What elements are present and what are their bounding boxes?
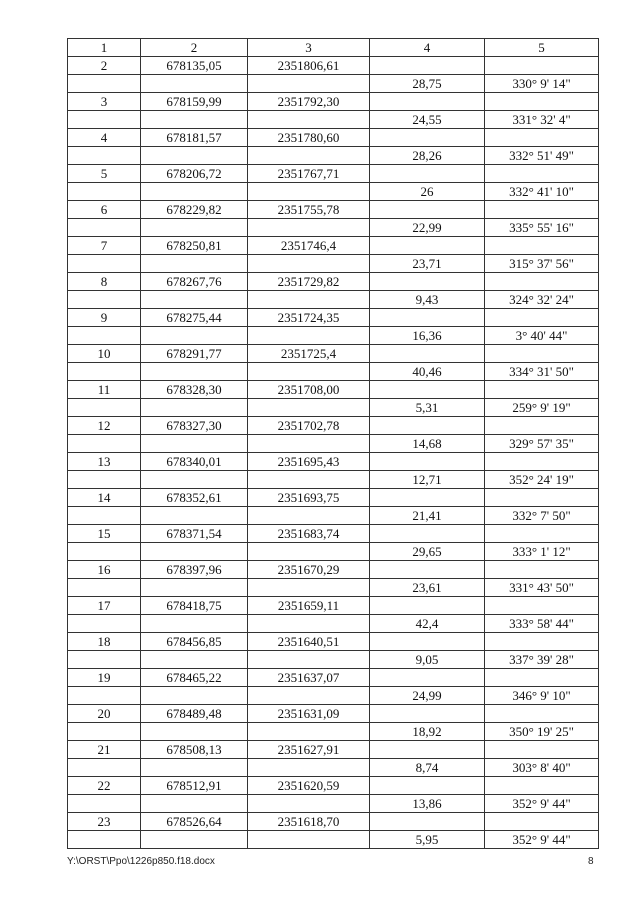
table-cell: 21 <box>68 741 141 759</box>
table-cell <box>141 651 248 669</box>
table-cell <box>485 417 599 435</box>
table-cell: 332° 41' 10" <box>485 183 599 201</box>
table-cell <box>370 741 485 759</box>
table-row <box>68 471 599 489</box>
table-cell <box>68 831 141 849</box>
table-cell: 678327,30 <box>141 417 248 435</box>
table-cell <box>370 381 485 399</box>
table-cell: 12,71 <box>370 471 485 489</box>
table-row <box>68 57 599 75</box>
table-row <box>68 579 599 597</box>
header-cell: 4 <box>370 39 485 57</box>
table-row <box>68 669 599 687</box>
table-cell <box>370 633 485 651</box>
table-cell: 678340,01 <box>141 453 248 471</box>
table-row <box>68 273 599 291</box>
table-cell <box>141 507 248 525</box>
table-cell: 334° 31' 50" <box>485 363 599 381</box>
table-row <box>68 183 599 201</box>
table-cell <box>485 669 599 687</box>
table-cell: 16,36 <box>370 327 485 345</box>
table-cell <box>68 651 141 669</box>
table-cell <box>248 399 370 417</box>
table-cell <box>485 345 599 363</box>
table-cell <box>68 291 141 309</box>
table-cell <box>485 777 599 795</box>
table-cell <box>485 453 599 471</box>
table-cell <box>141 183 248 201</box>
table-cell <box>68 759 141 777</box>
table-cell <box>248 111 370 129</box>
table-cell <box>248 471 370 489</box>
table-cell: 2351767,71 <box>248 165 370 183</box>
table-row <box>68 399 599 417</box>
table-cell <box>485 381 599 399</box>
table-cell: 2351725,4 <box>248 345 370 363</box>
table-cell: 678489,48 <box>141 705 248 723</box>
table-cell: 7 <box>68 237 141 255</box>
table-cell: 19 <box>68 669 141 687</box>
table-cell <box>485 165 599 183</box>
table-row <box>68 561 599 579</box>
table-cell: 2351620,59 <box>248 777 370 795</box>
table-cell: 352° 9' 44" <box>485 795 599 813</box>
table-cell <box>485 741 599 759</box>
header-cell: 1 <box>68 39 141 57</box>
footer-file-path: Y:\ORST\Ppo\1226p850.f18.docx <box>67 856 215 867</box>
table-row <box>68 201 599 219</box>
table-cell <box>68 399 141 417</box>
table-cell <box>68 543 141 561</box>
table-cell: 332° 7' 50" <box>485 507 599 525</box>
table-cell: 2351693,75 <box>248 489 370 507</box>
table-row <box>68 363 599 381</box>
table-cell <box>485 309 599 327</box>
table-cell: 2351724,35 <box>248 309 370 327</box>
footer-page-number: 8 <box>588 856 594 867</box>
table-cell: 2351729,82 <box>248 273 370 291</box>
table-cell: 2351695,43 <box>248 453 370 471</box>
table-cell <box>248 831 370 849</box>
table-cell <box>68 615 141 633</box>
table-cell <box>68 507 141 525</box>
table-row <box>68 219 599 237</box>
table-cell <box>370 813 485 831</box>
table-row <box>68 453 599 471</box>
table-cell: 678397,96 <box>141 561 248 579</box>
table-cell: 329° 57' 35" <box>485 435 599 453</box>
table-cell: 29,65 <box>370 543 485 561</box>
table-row <box>68 777 599 795</box>
table-row <box>68 93 599 111</box>
table-cell: 28,75 <box>370 75 485 93</box>
table-cell <box>485 129 599 147</box>
table-cell: 26 <box>370 183 485 201</box>
table-cell <box>370 669 485 687</box>
table-row <box>68 813 599 831</box>
table-cell: 23 <box>68 813 141 831</box>
table-cell: 5,95 <box>370 831 485 849</box>
table-cell <box>68 219 141 237</box>
table-cell: 346° 9' 10" <box>485 687 599 705</box>
table-row <box>68 345 599 363</box>
table-cell <box>248 435 370 453</box>
table-cell <box>370 417 485 435</box>
table-cell: 20 <box>68 705 141 723</box>
table-cell <box>68 363 141 381</box>
table-cell: 2351627,91 <box>248 741 370 759</box>
table-cell <box>248 579 370 597</box>
table-cell <box>248 183 370 201</box>
table-row <box>68 75 599 93</box>
table-row <box>68 237 599 255</box>
table-cell: 678508,13 <box>141 741 248 759</box>
table-cell <box>68 327 141 345</box>
header-row <box>68 39 599 57</box>
table-cell: 2351631,09 <box>248 705 370 723</box>
table-cell <box>370 489 485 507</box>
table-cell: 9,05 <box>370 651 485 669</box>
table-cell <box>370 165 485 183</box>
table-cell <box>248 723 370 741</box>
table-cell: 8 <box>68 273 141 291</box>
table-body <box>68 57 599 849</box>
table-cell <box>485 633 599 651</box>
table-cell: 5,31 <box>370 399 485 417</box>
table-cell <box>485 273 599 291</box>
table-cell: 15 <box>68 525 141 543</box>
table-cell <box>248 219 370 237</box>
table-cell <box>141 399 248 417</box>
table-cell <box>141 723 248 741</box>
table-cell: 10 <box>68 345 141 363</box>
table-cell: 678526,64 <box>141 813 248 831</box>
table-cell <box>141 759 248 777</box>
table-cell <box>248 759 370 777</box>
table-cell: 2351618,70 <box>248 813 370 831</box>
table-cell <box>485 57 599 75</box>
table-row <box>68 291 599 309</box>
table-cell: 4 <box>68 129 141 147</box>
table-cell <box>68 255 141 273</box>
table-row <box>68 543 599 561</box>
table-cell: 678250,81 <box>141 237 248 255</box>
table-cell: 2351670,29 <box>248 561 370 579</box>
table-cell: 3 <box>68 93 141 111</box>
table-cell: 13 <box>68 453 141 471</box>
table-cell <box>370 453 485 471</box>
table-cell <box>485 525 599 543</box>
table-cell: 337° 39' 28" <box>485 651 599 669</box>
table-cell <box>485 489 599 507</box>
table-cell: 12 <box>68 417 141 435</box>
table-cell <box>370 777 485 795</box>
table-cell <box>485 237 599 255</box>
table-cell: 332° 51' 49" <box>485 147 599 165</box>
table-cell: 2351806,61 <box>248 57 370 75</box>
table-cell: 331° 32' 4" <box>485 111 599 129</box>
table-cell: 2 <box>68 57 141 75</box>
table-cell: 9,43 <box>370 291 485 309</box>
table-cell: 678465,22 <box>141 669 248 687</box>
table-cell <box>370 309 485 327</box>
table-cell <box>248 147 370 165</box>
table-cell <box>370 201 485 219</box>
table-cell: 678352,61 <box>141 489 248 507</box>
table-row <box>68 795 599 813</box>
table-row <box>68 615 599 633</box>
table-cell <box>485 93 599 111</box>
table-cell <box>485 201 599 219</box>
table-cell: 18 <box>68 633 141 651</box>
table-cell <box>68 435 141 453</box>
table-cell: 23,61 <box>370 579 485 597</box>
table-cell <box>141 579 248 597</box>
table-cell <box>141 471 248 489</box>
table-cell <box>141 219 248 237</box>
table-cell <box>370 345 485 363</box>
table-cell <box>68 111 141 129</box>
table-cell <box>370 237 485 255</box>
table-cell <box>248 291 370 309</box>
table-row <box>68 309 599 327</box>
table-cell <box>68 147 141 165</box>
table-cell: 21,41 <box>370 507 485 525</box>
table-row <box>68 597 599 615</box>
table-cell <box>370 273 485 291</box>
table-cell: 678328,30 <box>141 381 248 399</box>
table-row <box>68 417 599 435</box>
table-cell: 303° 8' 40" <box>485 759 599 777</box>
table-row <box>68 831 599 849</box>
table-cell: 24,55 <box>370 111 485 129</box>
table-row <box>68 489 599 507</box>
table-cell <box>141 687 248 705</box>
table-cell: 13,86 <box>370 795 485 813</box>
table-cell: 2351683,74 <box>248 525 370 543</box>
table-cell <box>141 147 248 165</box>
table-cell <box>141 615 248 633</box>
table-cell: 28,26 <box>370 147 485 165</box>
table-cell <box>68 723 141 741</box>
table-cell: 678291,77 <box>141 345 248 363</box>
table-cell <box>141 795 248 813</box>
table-cell <box>141 291 248 309</box>
header-cell: 5 <box>485 39 599 57</box>
table-cell: 14 <box>68 489 141 507</box>
table-row <box>68 633 599 651</box>
table-cell <box>370 129 485 147</box>
table-row <box>68 687 599 705</box>
table-cell: 2351746,4 <box>248 237 370 255</box>
table-cell <box>370 597 485 615</box>
table-row <box>68 327 599 345</box>
table-cell: 2351780,60 <box>248 129 370 147</box>
table-cell: 18,92 <box>370 723 485 741</box>
table-row <box>68 525 599 543</box>
table-cell <box>68 579 141 597</box>
coordinates-table <box>67 38 599 849</box>
table-cell: 2351708,00 <box>248 381 370 399</box>
table-cell: 6 <box>68 201 141 219</box>
table-cell <box>248 795 370 813</box>
table-cell <box>370 93 485 111</box>
table-cell <box>141 255 248 273</box>
table-cell: 2351659,11 <box>248 597 370 615</box>
table-cell <box>141 75 248 93</box>
table-cell: 2351637,07 <box>248 669 370 687</box>
table-cell <box>248 543 370 561</box>
table-cell <box>248 507 370 525</box>
table-cell <box>141 327 248 345</box>
table-cell <box>68 687 141 705</box>
table-cell: 335° 55' 16" <box>485 219 599 237</box>
table-cell: 259° 9' 19" <box>485 399 599 417</box>
table-cell <box>485 561 599 579</box>
table-cell: 9 <box>68 309 141 327</box>
table-cell: 24,99 <box>370 687 485 705</box>
table-row <box>68 651 599 669</box>
table-cell: 678135,05 <box>141 57 248 75</box>
header-cell: 2 <box>141 39 248 57</box>
header-cell: 3 <box>248 39 370 57</box>
table-cell: 8,74 <box>370 759 485 777</box>
table-cell: 678275,44 <box>141 309 248 327</box>
table-cell: 331° 43' 50" <box>485 579 599 597</box>
table-cell: 678267,76 <box>141 273 248 291</box>
table-row <box>68 147 599 165</box>
table-cell: 17 <box>68 597 141 615</box>
table-cell: 330° 9' 14" <box>485 75 599 93</box>
table-cell <box>68 471 141 489</box>
table-cell <box>248 327 370 345</box>
table-row <box>68 129 599 147</box>
table-cell: 678371,54 <box>141 525 248 543</box>
table-row <box>68 723 599 741</box>
table-cell <box>485 705 599 723</box>
table-cell: 5 <box>68 165 141 183</box>
table-cell: 678418,75 <box>141 597 248 615</box>
table-row <box>68 705 599 723</box>
table-cell <box>370 525 485 543</box>
table-cell: 22,99 <box>370 219 485 237</box>
table-cell: 2351755,78 <box>248 201 370 219</box>
table-cell <box>141 831 248 849</box>
table-row <box>68 165 599 183</box>
table-cell: 2351640,51 <box>248 633 370 651</box>
table-cell <box>370 57 485 75</box>
table-cell: 315° 37' 56" <box>485 255 599 273</box>
table-cell <box>141 363 248 381</box>
table-cell: 3° 40' 44" <box>485 327 599 345</box>
table-cell <box>141 435 248 453</box>
table-cell <box>141 543 248 561</box>
table-cell: 678159,99 <box>141 93 248 111</box>
table-cell: 324° 32' 24" <box>485 291 599 309</box>
table-row <box>68 741 599 759</box>
table-row <box>68 111 599 129</box>
table-row <box>68 381 599 399</box>
table-cell <box>68 75 141 93</box>
table-cell: 40,46 <box>370 363 485 381</box>
table-row <box>68 255 599 273</box>
table-cell: 42,4 <box>370 615 485 633</box>
table-cell: 678206,72 <box>141 165 248 183</box>
table-cell <box>370 705 485 723</box>
table-cell: 678512,91 <box>141 777 248 795</box>
table-cell: 14,68 <box>370 435 485 453</box>
table-cell: 2351792,30 <box>248 93 370 111</box>
table-cell <box>141 111 248 129</box>
table-cell: 678181,57 <box>141 129 248 147</box>
table-cell <box>248 651 370 669</box>
table-cell <box>370 561 485 579</box>
table-cell <box>248 255 370 273</box>
table-cell: 22 <box>68 777 141 795</box>
table-row <box>68 759 599 777</box>
table-cell: 16 <box>68 561 141 579</box>
table-cell: 11 <box>68 381 141 399</box>
table-cell <box>248 687 370 705</box>
table-cell <box>68 183 141 201</box>
table-cell: 333° 58' 44" <box>485 615 599 633</box>
table-cell: 350° 19' 25" <box>485 723 599 741</box>
table-cell <box>485 813 599 831</box>
table-cell: 333° 1' 12" <box>485 543 599 561</box>
table-row <box>68 507 599 525</box>
table-cell <box>248 615 370 633</box>
table-cell: 678456,85 <box>141 633 248 651</box>
table-cell: 2351702,78 <box>248 417 370 435</box>
table-cell <box>485 597 599 615</box>
table-row <box>68 435 599 453</box>
table-cell <box>248 363 370 381</box>
table-cell: 678229,82 <box>141 201 248 219</box>
table-cell: 352° 24' 19" <box>485 471 599 489</box>
table-cell <box>68 795 141 813</box>
table-cell <box>248 75 370 93</box>
table-cell: 23,71 <box>370 255 485 273</box>
table-cell: 352° 9' 44" <box>485 831 599 849</box>
